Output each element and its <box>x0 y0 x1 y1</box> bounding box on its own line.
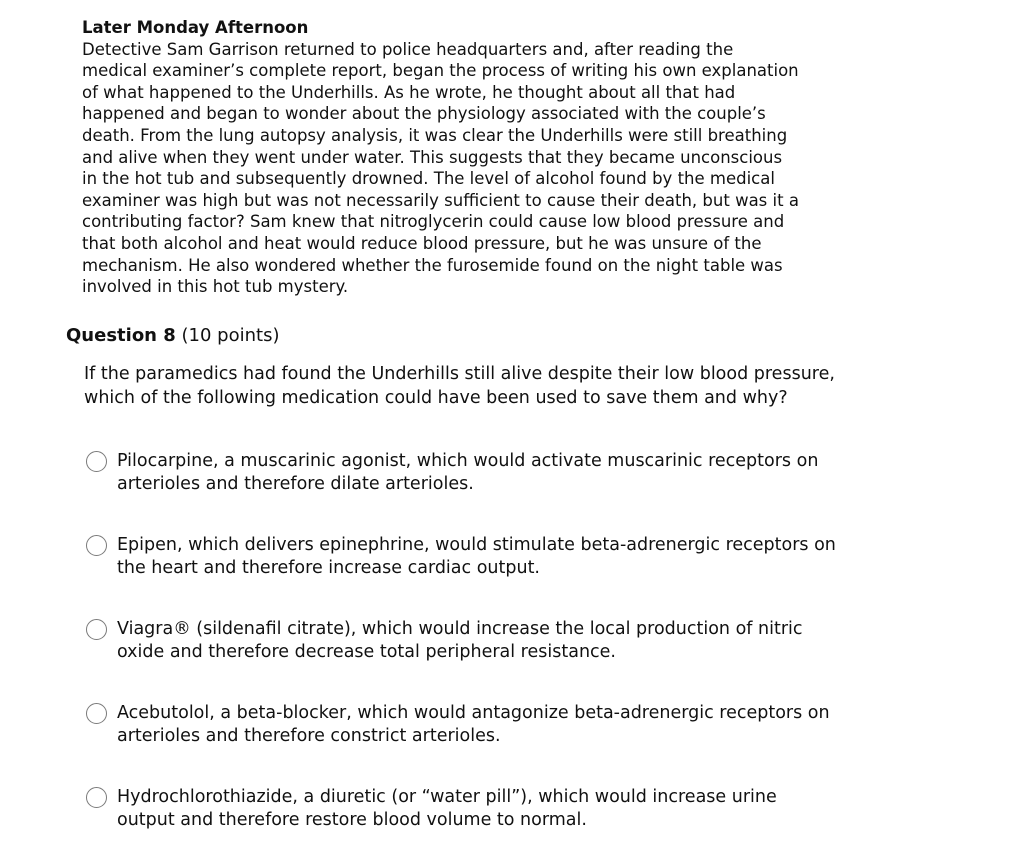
option-label: Viagra® (sildenafil citrate), which would increase the local production of nitric oxide and therefore decrease total peripheral resistance. <box>117 619 803 662</box>
option-label: Acebutolol, a beta-blocker, which would antagonize beta-adrenergic receptors on arterioles and therefore constrict arterioles. <box>117 703 830 746</box>
option-label: Epipen, which delivers epinephrine, would stimulate beta-adrenergic receptors on the heart and therefore increase cardiac output. <box>117 535 836 578</box>
radio-button[interactable] <box>86 535 107 556</box>
radio-button[interactable] <box>86 787 107 808</box>
answer-option-acebutolol[interactable] <box>86 702 846 748</box>
radio-button[interactable] <box>86 703 107 724</box>
radio-button[interactable] <box>86 619 107 640</box>
answer-option-pilocarpine[interactable] <box>86 450 846 496</box>
radio-button[interactable] <box>86 451 107 472</box>
question-header <box>66 324 280 348</box>
answer-option-viagra[interactable] <box>86 618 846 664</box>
option-label: Hydrochlorothiazide, a diuretic (or “water pill”), which would increase urine output and therefore restore blood volume to normal. <box>117 787 777 830</box>
answer-option-hydrochlorothiazide[interactable] <box>86 786 846 832</box>
option-label: Pilocarpine, a muscarinic agonist, which would activate muscarinic receptors on arterioles and therefore dilate arterioles. <box>117 451 819 494</box>
question-title: Question 8 <box>66 325 176 346</box>
question-points: (10 points) <box>181 325 280 346</box>
question-prompt: If the paramedics had found the Underhills still alive despite their low blood pressure, which of the following medication could have been used to save them and why? <box>84 364 835 408</box>
passage-body: Detective Sam Garrison returned to police headquarters and, after reading the medical examiner’s complete report, began the process of writing his own explanation of what happened to the Underhills. As he wrote, he thought about all that had happened and began to wonder about the physiology associated with the couple’s death. From the lung autopsy analysis, it was clear the Underhills were still breathing and alive when they went under water. This suggests that they became unconscious in the hot tub and subsequently drowned. The level of alcohol found by the medical examiner was high but was not necessarily sufficient to cause their death, but was it a contributing factor? Sam knew that nitroglycerin could cause low blood pressure and that both alcohol and heat would reduce blood pressure, but he was unsure of the mechanism. He also wondered whether the furosemide found on the night table was involved in this hot tub mystery. <box>82 39 799 297</box>
passage-heading: Later Monday Afternoon <box>82 18 309 37</box>
case-passage <box>82 17 802 298</box>
answer-option-epipen[interactable] <box>86 534 846 580</box>
